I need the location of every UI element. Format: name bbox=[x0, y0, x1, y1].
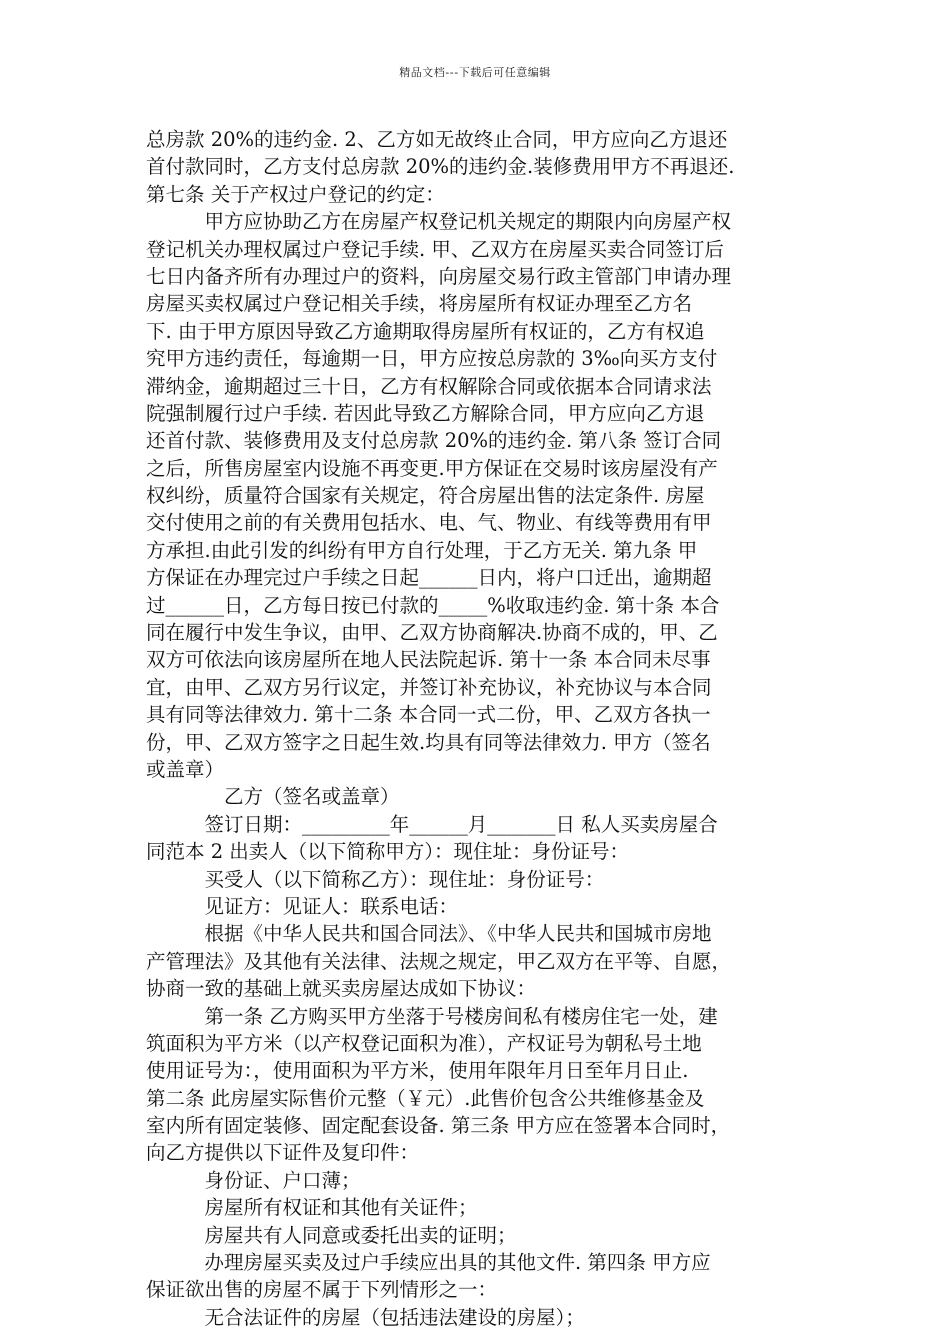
text-line: 筑面积为平方米（以产权登记面积为准），产权证号为朝私号土地 bbox=[146, 1031, 702, 1055]
text-line: 第一条 乙方购买甲方坐落于号楼房间私有楼房住宅一处，建 bbox=[146, 1004, 718, 1028]
text-line: 七日内备齐所有办理过户的资料，向房屋交易行政主管部门申请办理 bbox=[146, 264, 732, 288]
text-line: 协商一致的基础上就买卖房屋达成如下协议： bbox=[146, 977, 537, 1001]
text-line: 产管理法》及其他有关法律、法规之规定，甲乙双方在平等、自愿， bbox=[146, 949, 732, 973]
page-header: 精品文档---下载后可任意编辑 bbox=[399, 66, 551, 79]
text-line: 方承担.由此引发的纠纷有甲方自行处理，于乙方无关. 第九条 甲 bbox=[146, 538, 698, 562]
text-line: 宜，由甲、乙双方另行议定，并签订补充协议，补充协议与本合同 bbox=[146, 675, 712, 699]
text-line: 室内所有固定装修、固定配套设备. 第三条 甲方应在签署本合同时， bbox=[146, 1114, 731, 1138]
text-line: 甲方应协助乙方在房屋产权登记机关规定的期限内向房屋产权 bbox=[146, 210, 732, 234]
text-line: 无合法证件的房屋（包括违法建设的房屋）； bbox=[146, 1305, 585, 1329]
text-line: 使用证号为：，使用面积为平方米，使用年限年月日至年月日止. bbox=[146, 1059, 689, 1083]
text-line: 第二条 此房屋实际售价元整（￥元）.此售价包含公共维修基金及 bbox=[146, 1086, 705, 1110]
text-line: 登记机关办理权属过户登记手续. 甲、乙双方在房屋买卖合同签订后 bbox=[146, 237, 724, 261]
text-line: 之后，所售房屋室内设施不再变更.甲方保证在交易时该房屋没有产 bbox=[146, 456, 718, 480]
text-line: 具有同等法律效力. 第十二条 本合同一式二份，甲、乙双方各执一 bbox=[146, 703, 711, 727]
text-line: 买受人（以下简称乙方）：现住址：身份证号： bbox=[146, 867, 605, 891]
text-line: 根据《中华人民共和国合同法》、《中华人民共和国城市房地 bbox=[146, 922, 712, 946]
text-line: 过______日，乙方每日按已付款的_____%收取违约金. 第十条 本合 bbox=[146, 593, 720, 617]
text-line: 身份证、户口薄； bbox=[146, 1168, 361, 1192]
text-line: 究甲方违约责任，每逾期一日，甲方应按总房款的 3‰向买方支付 bbox=[146, 347, 718, 371]
text-line: 办理房屋买卖及过户手续应出具的其他文件. 第四条 甲方应 bbox=[146, 1251, 711, 1275]
text-line: 份，甲、乙双方签字之日起生效.均具有同等法律效力. 甲方（签名 bbox=[146, 730, 711, 754]
text-line: 房屋买卖权属过户登记相关手续，将房屋所有权证办理至乙方名 bbox=[146, 292, 693, 316]
text-line: 房屋所有权证和其他有关证件； bbox=[146, 1196, 478, 1220]
text-line: 总房款 20%的违约金. 2、乙方如无故终止合同，甲方应向乙方退还 bbox=[146, 128, 728, 151]
text-line: 向乙方提供以下证件及复印件： bbox=[146, 1141, 420, 1165]
text-line: 房屋共有人同意或委托出卖的证明； bbox=[146, 1223, 517, 1247]
text-line: 方保证在办理完过户手续之日起______日内，将户口迁出，逾期超 bbox=[146, 566, 712, 590]
text-line: 首付款同时，乙方支付总房款 20%的违约金.装修费用甲方不再退还. bbox=[146, 155, 735, 179]
text-line: 见证方：见证人：联系电话： bbox=[146, 894, 459, 918]
text-line: 签订日期：_________年______月_______日 私人买卖房屋合 bbox=[146, 812, 718, 836]
text-line: 第七条 关于产权过户登记的约定： bbox=[146, 182, 445, 206]
text-line: 同范本 2 出卖人（以下简称甲方）：现住址：身份证号： bbox=[146, 840, 630, 864]
text-line: 交付使用之前的有关费用包括水、电、气、物业、有线等费用有甲 bbox=[146, 511, 712, 535]
document-body bbox=[146, 126, 812, 1331]
text-line: 双方可依法向该房屋所在地人民法院起诉. 第十一条 本合同未尽事 bbox=[146, 648, 711, 672]
text-line: 乙方（签名或盖章） bbox=[146, 785, 400, 809]
text-line: 还首付款、装修费用及支付总房款 20%的违约金. 第八条 签订合同 bbox=[146, 429, 722, 453]
text-line: 同在履行中发生争议，由甲、乙双方协商解决.协商不成的，甲、乙 bbox=[146, 621, 718, 645]
text-line: 权纠纷，质量符合国家有关规定，符合房屋出售的法定条件. 房屋 bbox=[146, 484, 705, 508]
text-line: 保证欲出售的房屋不属于下列情形之一： bbox=[146, 1278, 498, 1302]
text-line: 或盖章） bbox=[146, 757, 225, 781]
text-line: 院强制履行过户手续. 若因此导致乙方解除合同，甲方应向乙方退 bbox=[146, 401, 705, 425]
text-line: 下. 由于甲方原因导致乙方逾期取得房屋所有权证的，乙方有权追 bbox=[146, 319, 705, 343]
text-line: 滞纳金，逾期超过三十日，乙方有权解除合同或依据本合同请求法 bbox=[146, 374, 712, 398]
